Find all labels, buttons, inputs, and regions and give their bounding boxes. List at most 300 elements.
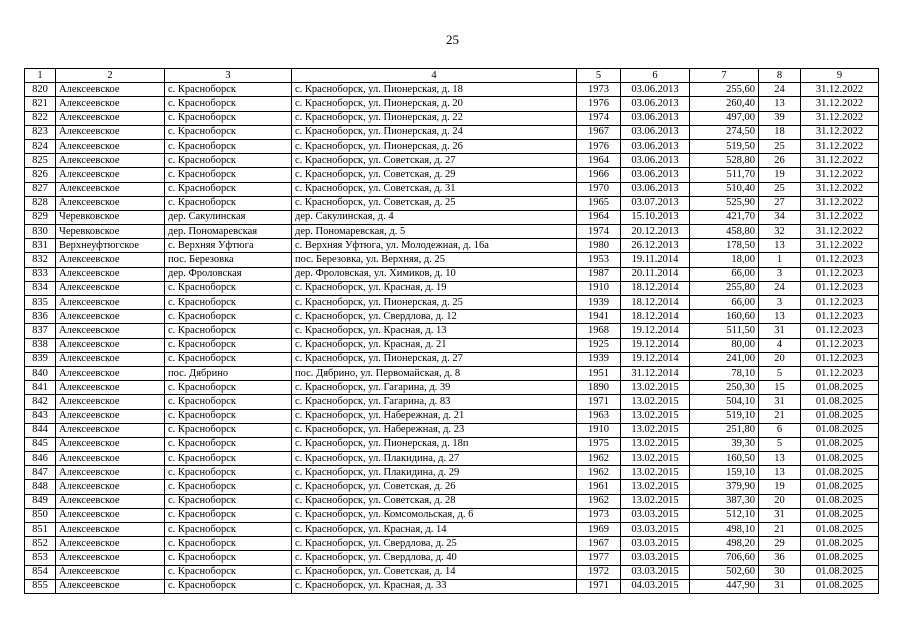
address-cell: с. Верхняя Уфтюга, ул. Молодежная, д. 16а: [292, 239, 577, 253]
deadline-cell: 31.12.2022: [801, 97, 879, 111]
area-cell: 250,30: [690, 381, 759, 395]
area-cell: 510,40: [690, 182, 759, 196]
row-number: 852: [25, 537, 56, 551]
municipality-cell: Алексеевское: [56, 139, 165, 153]
count-cell: 13: [759, 452, 801, 466]
table-row: [25, 579, 879, 593]
count-cell: 29: [759, 537, 801, 551]
row-number: 825: [25, 154, 56, 168]
address-cell: с. Красноборск, ул. Пионерская, д. 18п: [292, 437, 577, 451]
deadline-cell: 01.08.2025: [801, 409, 879, 423]
area-cell: 519,10: [690, 409, 759, 423]
table-row: [25, 466, 879, 480]
address-cell: с. Красноборск, ул. Пионерская, д. 20: [292, 97, 577, 111]
table-row: [25, 225, 879, 239]
address-cell: с. Красноборск, ул. Пионерская, д. 25: [292, 296, 577, 310]
address-cell: с. Красноборск, ул. Свердлова, д. 12: [292, 310, 577, 324]
deadline-cell: 01.08.2025: [801, 579, 879, 593]
year-cell: 1974: [577, 111, 621, 125]
locality-cell: с. Красноборск: [165, 168, 292, 182]
table-row: [25, 196, 879, 210]
locality-cell: с. Красноборск: [165, 296, 292, 310]
column-header: 2: [56, 69, 165, 83]
locality-cell: с. Красноборск: [165, 395, 292, 409]
deadline-cell: 31.12.2022: [801, 83, 879, 97]
municipality-cell: Алексеевское: [56, 551, 165, 565]
year-cell: 1977: [577, 551, 621, 565]
count-cell: 4: [759, 338, 801, 352]
address-cell: с. Красноборск, ул. Советская, д. 26: [292, 480, 577, 494]
address-cell: с. Красноборск, ул. Пионерская, д. 22: [292, 111, 577, 125]
municipality-cell: Алексеевское: [56, 310, 165, 324]
locality-cell: с. Красноборск: [165, 97, 292, 111]
row-number: 838: [25, 338, 56, 352]
locality-cell: с. Красноборск: [165, 537, 292, 551]
row-number: 845: [25, 437, 56, 451]
locality-cell: с. Красноборск: [165, 523, 292, 537]
year-cell: 1972: [577, 565, 621, 579]
row-number: 831: [25, 239, 56, 253]
count-cell: 13: [759, 97, 801, 111]
municipality-cell: Алексеевское: [56, 125, 165, 139]
area-cell: 528,80: [690, 154, 759, 168]
count-cell: 6: [759, 423, 801, 437]
year-cell: 1976: [577, 97, 621, 111]
deadline-cell: 31.12.2022: [801, 225, 879, 239]
address-cell: с. Красноборск, ул. Свердлова, д. 25: [292, 537, 577, 551]
date-cell: 03.06.2013: [621, 125, 690, 139]
deadline-cell: 01.08.2025: [801, 537, 879, 551]
address-cell: с. Красноборск, ул. Советская, д. 25: [292, 196, 577, 210]
locality-cell: с. Верхняя Уфтюга: [165, 239, 292, 253]
municipality-cell: Алексеевское: [56, 324, 165, 338]
address-cell: с. Красноборск, ул. Комсомольская, д. 6: [292, 508, 577, 522]
date-cell: 03.06.2013: [621, 97, 690, 111]
year-cell: 1987: [577, 267, 621, 281]
year-cell: 1975: [577, 437, 621, 451]
year-cell: 1967: [577, 537, 621, 551]
address-cell: дер. Сакулинская, д. 4: [292, 210, 577, 224]
deadline-cell: 31.12.2022: [801, 111, 879, 125]
table-row: [25, 409, 879, 423]
table-row: [25, 267, 879, 281]
address-cell: пос. Дябрино, ул. Первомайская, д. 8: [292, 366, 577, 380]
municipality-cell: Алексеевское: [56, 494, 165, 508]
count-cell: 25: [759, 139, 801, 153]
row-number: 822: [25, 111, 56, 125]
address-cell: с. Красноборск, ул. Красная, д. 19: [292, 281, 577, 295]
row-number: 820: [25, 83, 56, 97]
year-cell: 1925: [577, 338, 621, 352]
row-number: 829: [25, 210, 56, 224]
date-cell: 13.02.2015: [621, 494, 690, 508]
table-row: [25, 537, 879, 551]
address-cell: с. Красноборск, ул. Советская, д. 31: [292, 182, 577, 196]
year-cell: 1910: [577, 423, 621, 437]
address-cell: с. Красноборск, ул. Гагарина, д. 39: [292, 381, 577, 395]
address-cell: с. Красноборск, ул. Плакидина, д. 29: [292, 466, 577, 480]
area-cell: 512,10: [690, 508, 759, 522]
row-number: 851: [25, 523, 56, 537]
table-row: [25, 437, 879, 451]
address-cell: с. Красноборск, ул. Свердлова, д. 40: [292, 551, 577, 565]
locality-cell: с. Красноборск: [165, 338, 292, 352]
row-number: 842: [25, 395, 56, 409]
address-cell: дер. Фроловская, ул. Химиков, д. 10: [292, 267, 577, 281]
date-cell: 19.11.2014: [621, 253, 690, 267]
address-cell: с. Красноборск, ул. Плакидина, д. 27: [292, 452, 577, 466]
area-cell: 80,00: [690, 338, 759, 352]
date-cell: 19.12.2014: [621, 352, 690, 366]
deadline-cell: 01.08.2025: [801, 452, 879, 466]
date-cell: 13.02.2015: [621, 437, 690, 451]
column-header: 9: [801, 69, 879, 83]
address-cell: с. Красноборск, ул. Красная, д. 13: [292, 324, 577, 338]
area-cell: 66,00: [690, 296, 759, 310]
address-cell: с. Красноборск, ул. Набережная, д. 21: [292, 409, 577, 423]
date-cell: 13.02.2015: [621, 395, 690, 409]
deadline-cell: 31.12.2022: [801, 125, 879, 139]
row-number: 839: [25, 352, 56, 366]
area-cell: 387,30: [690, 494, 759, 508]
count-cell: 13: [759, 466, 801, 480]
count-cell: 31: [759, 324, 801, 338]
area-cell: 511,70: [690, 168, 759, 182]
date-cell: 26.12.2013: [621, 239, 690, 253]
locality-cell: с. Красноборск: [165, 324, 292, 338]
year-cell: 1962: [577, 466, 621, 480]
deadline-cell: 01.08.2025: [801, 395, 879, 409]
deadline-cell: 01.08.2025: [801, 508, 879, 522]
municipality-cell: Алексеевское: [56, 480, 165, 494]
municipality-cell: Алексеевское: [56, 253, 165, 267]
column-number-row: [25, 69, 879, 83]
deadline-cell: 31.12.2022: [801, 210, 879, 224]
municipality-cell: Алексеевское: [56, 111, 165, 125]
table-row: [25, 296, 879, 310]
count-cell: 19: [759, 480, 801, 494]
deadline-cell: 01.12.2023: [801, 267, 879, 281]
table-row: [25, 494, 879, 508]
count-cell: 19: [759, 168, 801, 182]
locality-cell: с. Красноборск: [165, 423, 292, 437]
table-row: [25, 168, 879, 182]
locality-cell: с. Красноборск: [165, 381, 292, 395]
municipality-cell: Алексеевское: [56, 296, 165, 310]
count-cell: 5: [759, 366, 801, 380]
count-cell: 31: [759, 579, 801, 593]
date-cell: 03.06.2013: [621, 83, 690, 97]
locality-cell: с. Красноборск: [165, 466, 292, 480]
year-cell: 1964: [577, 154, 621, 168]
year-cell: 1973: [577, 83, 621, 97]
locality-cell: с. Красноборск: [165, 437, 292, 451]
area-cell: 502,60: [690, 565, 759, 579]
year-cell: 1964: [577, 210, 621, 224]
table-row: [25, 480, 879, 494]
area-cell: 159,10: [690, 466, 759, 480]
municipality-cell: Алексеевское: [56, 182, 165, 196]
area-cell: 39,30: [690, 437, 759, 451]
municipality-cell: Алексеевское: [56, 366, 165, 380]
column-header: 8: [759, 69, 801, 83]
locality-cell: дер. Сакулинская: [165, 210, 292, 224]
deadline-cell: 01.12.2023: [801, 338, 879, 352]
deadline-cell: 01.12.2023: [801, 310, 879, 324]
date-cell: 31.12.2014: [621, 366, 690, 380]
area-cell: 497,00: [690, 111, 759, 125]
count-cell: 5: [759, 437, 801, 451]
row-number: 833: [25, 267, 56, 281]
locality-cell: с. Красноборск: [165, 310, 292, 324]
area-cell: 66,00: [690, 267, 759, 281]
area-cell: 18,00: [690, 253, 759, 267]
area-cell: 706,60: [690, 551, 759, 565]
municipality-cell: Алексеевское: [56, 423, 165, 437]
deadline-cell: 01.08.2025: [801, 523, 879, 537]
date-cell: 20.11.2014: [621, 267, 690, 281]
row-number: 847: [25, 466, 56, 480]
table-row: [25, 182, 879, 196]
count-cell: 13: [759, 310, 801, 324]
municipality-cell: Алексеевское: [56, 565, 165, 579]
locality-cell: пос. Березовка: [165, 253, 292, 267]
address-cell: с. Красноборск, ул. Советская, д. 14: [292, 565, 577, 579]
date-cell: 13.02.2015: [621, 466, 690, 480]
table-row: [25, 210, 879, 224]
municipality-cell: Алексеевское: [56, 338, 165, 352]
locality-cell: с. Красноборск: [165, 281, 292, 295]
date-cell: 20.12.2013: [621, 225, 690, 239]
table-row: [25, 523, 879, 537]
address-cell: с. Красноборск, ул. Красная, д. 33: [292, 579, 577, 593]
deadline-cell: 01.08.2025: [801, 423, 879, 437]
municipality-cell: Алексеевское: [56, 523, 165, 537]
date-cell: 13.02.2015: [621, 480, 690, 494]
date-cell: 18.12.2014: [621, 310, 690, 324]
row-number: 844: [25, 423, 56, 437]
area-cell: 160,60: [690, 310, 759, 324]
area-cell: 504,10: [690, 395, 759, 409]
row-number: 846: [25, 452, 56, 466]
deadline-cell: 31.12.2022: [801, 182, 879, 196]
year-cell: 1971: [577, 579, 621, 593]
count-cell: 32: [759, 225, 801, 239]
address-cell: с. Красноборск, ул. Советская, д. 28: [292, 494, 577, 508]
table-row: [25, 154, 879, 168]
count-cell: 31: [759, 508, 801, 522]
year-cell: 1910: [577, 281, 621, 295]
date-cell: 18.12.2014: [621, 281, 690, 295]
date-cell: 03.03.2015: [621, 551, 690, 565]
date-cell: 03.03.2015: [621, 565, 690, 579]
locality-cell: с. Красноборск: [165, 111, 292, 125]
count-cell: 31: [759, 395, 801, 409]
table-row: [25, 239, 879, 253]
area-cell: 274,50: [690, 125, 759, 139]
area-cell: 525,90: [690, 196, 759, 210]
table-row: [25, 139, 879, 153]
date-cell: 19.12.2014: [621, 324, 690, 338]
date-cell: 03.03.2015: [621, 537, 690, 551]
deadline-cell: 01.12.2023: [801, 366, 879, 380]
municipality-cell: Алексеевское: [56, 466, 165, 480]
count-cell: 3: [759, 267, 801, 281]
address-cell: с. Красноборск, ул. Пионерская, д. 26: [292, 139, 577, 153]
row-number: 835: [25, 296, 56, 310]
municipality-cell: Черевковское: [56, 210, 165, 224]
address-cell: с. Красноборск, ул. Красная, д. 21: [292, 338, 577, 352]
row-number: 855: [25, 579, 56, 593]
locality-cell: с. Красноборск: [165, 409, 292, 423]
table-row: [25, 253, 879, 267]
count-cell: 30: [759, 565, 801, 579]
address-cell: пос. Березовка, ул. Верхняя, д. 25: [292, 253, 577, 267]
municipality-cell: Алексеевское: [56, 437, 165, 451]
deadline-cell: 01.08.2025: [801, 466, 879, 480]
year-cell: 1962: [577, 452, 621, 466]
count-cell: 20: [759, 352, 801, 366]
year-cell: 1968: [577, 324, 621, 338]
row-number: 824: [25, 139, 56, 153]
area-cell: 255,80: [690, 281, 759, 295]
municipality-cell: Алексеевское: [56, 97, 165, 111]
year-cell: 1969: [577, 523, 621, 537]
address-cell: дер. Пономаревская, д. 5: [292, 225, 577, 239]
row-number: 823: [25, 125, 56, 139]
date-cell: 03.06.2013: [621, 154, 690, 168]
table-row: [25, 97, 879, 111]
municipality-cell: Алексеевское: [56, 579, 165, 593]
area-cell: 511,50: [690, 324, 759, 338]
count-cell: 25: [759, 182, 801, 196]
area-cell: 519,50: [690, 139, 759, 153]
deadline-cell: 01.08.2025: [801, 480, 879, 494]
table-row: [25, 352, 879, 366]
year-cell: 1951: [577, 366, 621, 380]
area-cell: 498,20: [690, 537, 759, 551]
locality-cell: дер. Пономаревская: [165, 225, 292, 239]
column-header: 1: [25, 69, 56, 83]
year-cell: 1941: [577, 310, 621, 324]
table-row: [25, 125, 879, 139]
table-row: [25, 111, 879, 125]
date-cell: 03.03.2015: [621, 508, 690, 522]
address-cell: с. Красноборск, ул. Набережная, д. 23: [292, 423, 577, 437]
year-cell: 1965: [577, 196, 621, 210]
row-number: 840: [25, 366, 56, 380]
table-row: [25, 366, 879, 380]
locality-cell: с. Красноборск: [165, 579, 292, 593]
area-cell: 379,90: [690, 480, 759, 494]
table-row: [25, 395, 879, 409]
deadline-cell: 31.12.2022: [801, 239, 879, 253]
year-cell: 1970: [577, 182, 621, 196]
deadline-cell: 31.12.2022: [801, 154, 879, 168]
year-cell: 1953: [577, 253, 621, 267]
table-row: [25, 338, 879, 352]
row-number: 827: [25, 182, 56, 196]
municipality-cell: Алексеевское: [56, 154, 165, 168]
deadline-cell: 01.08.2025: [801, 565, 879, 579]
table-row: [25, 381, 879, 395]
date-cell: 13.02.2015: [621, 423, 690, 437]
deadline-cell: 01.08.2025: [801, 381, 879, 395]
address-cell: с. Красноборск, ул. Гагарина, д. 83: [292, 395, 577, 409]
locality-cell: с. Красноборск: [165, 154, 292, 168]
count-cell: 21: [759, 523, 801, 537]
date-cell: 18.12.2014: [621, 296, 690, 310]
date-cell: 13.02.2015: [621, 381, 690, 395]
count-cell: 27: [759, 196, 801, 210]
locality-cell: пос. Дябрино: [165, 366, 292, 380]
area-cell: 260,40: [690, 97, 759, 111]
year-cell: 1971: [577, 395, 621, 409]
municipality-cell: Алексеевское: [56, 508, 165, 522]
date-cell: 04.03.2015: [621, 579, 690, 593]
locality-cell: с. Красноборск: [165, 494, 292, 508]
year-cell: 1966: [577, 168, 621, 182]
year-cell: 1973: [577, 508, 621, 522]
row-number: 836: [25, 310, 56, 324]
count-cell: 3: [759, 296, 801, 310]
row-number: 828: [25, 196, 56, 210]
year-cell: 1962: [577, 494, 621, 508]
row-number: 841: [25, 381, 56, 395]
year-cell: 1974: [577, 225, 621, 239]
address-cell: с. Красноборск, ул. Пионерская, д. 18: [292, 83, 577, 97]
locality-cell: с. Красноборск: [165, 83, 292, 97]
count-cell: 36: [759, 551, 801, 565]
date-cell: 19.12.2014: [621, 338, 690, 352]
municipality-cell: Алексеевское: [56, 267, 165, 281]
locality-cell: с. Красноборск: [165, 551, 292, 565]
year-cell: 1961: [577, 480, 621, 494]
column-header: 6: [621, 69, 690, 83]
deadline-cell: 01.08.2025: [801, 437, 879, 451]
row-number: 843: [25, 409, 56, 423]
page-number: 25: [446, 32, 459, 47]
row-number: 832: [25, 253, 56, 267]
municipality-cell: Верхнеуфтюгское: [56, 239, 165, 253]
deadline-cell: 01.12.2023: [801, 352, 879, 366]
count-cell: 13: [759, 239, 801, 253]
column-header: 3: [165, 69, 292, 83]
table-row: [25, 565, 879, 579]
column-header: 7: [690, 69, 759, 83]
year-cell: 1976: [577, 139, 621, 153]
area-cell: 241,00: [690, 352, 759, 366]
year-cell: 1939: [577, 296, 621, 310]
count-cell: 18: [759, 125, 801, 139]
municipality-cell: Алексеевское: [56, 83, 165, 97]
count-cell: 34: [759, 210, 801, 224]
locality-cell: дер. Фроловская: [165, 267, 292, 281]
date-cell: 03.03.2015: [621, 523, 690, 537]
area-cell: 78,10: [690, 366, 759, 380]
deadline-cell: 01.12.2023: [801, 296, 879, 310]
count-cell: 26: [759, 154, 801, 168]
row-number: 854: [25, 565, 56, 579]
date-cell: 03.07.2013: [621, 196, 690, 210]
address-cell: с. Красноборск, ул. Пионерская, д. 27: [292, 352, 577, 366]
table-row: [25, 452, 879, 466]
count-cell: 1: [759, 253, 801, 267]
year-cell: 1890: [577, 381, 621, 395]
row-number: 850: [25, 508, 56, 522]
year-cell: 1963: [577, 409, 621, 423]
area-cell: 498,10: [690, 523, 759, 537]
